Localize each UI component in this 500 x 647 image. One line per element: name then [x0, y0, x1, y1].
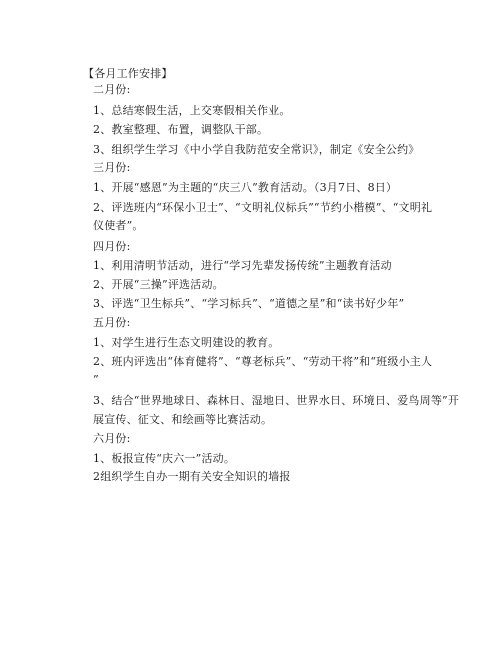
may-item-2-cont: ”: [93, 373, 99, 386]
month-title-mar: 三月份:: [93, 161, 131, 174]
apr-item-2: 2、开展“三操”评选活动。: [93, 278, 224, 291]
month-title-jun: 六月份:: [93, 432, 131, 445]
mar-item-2-cont: 仪使者”。: [93, 219, 144, 232]
feb-item-1: 1、总结寒假生活，上交寒假相关作业。: [93, 104, 291, 117]
may-item-3: 3、结合“世界地球日、森林日、湿地日、世界水日、环境日、爱鸟周等”开: [93, 394, 460, 407]
section-heading: 【各月工作安排】: [83, 67, 173, 80]
may-item-1: 1、对学生进行生态文明建设的教育。: [93, 336, 280, 349]
month-title-apr: 四月份:: [93, 240, 131, 253]
may-item-3-cont: 展宣传、征文、和绘画等比赛活动。: [93, 413, 273, 426]
apr-item-1: 1、利用清明节活动，进行“学习先辈发扬传统”主题教育活动: [93, 259, 392, 272]
mar-item-1: 1、开展“感恩”为主题的“庆三八”教育活动。（3月7日、8日）: [93, 181, 398, 194]
jun-item-1: 1、板报宣传“庆六一”活动。: [93, 452, 236, 465]
mar-item-2: 2、评选班内“环保小卫士”、“文明礼仪标兵”“节约小楷模”、“文明礼: [93, 201, 433, 214]
apr-item-3: 3、评选“卫生标兵”、“学习标兵”、“道德之星”和“读书好少年”: [93, 297, 405, 310]
month-title-may: 五月份:: [93, 316, 131, 329]
feb-item-3: 3、组织学生学习《中小学自我防范安全常识》，制定《安全公约》: [93, 143, 420, 156]
jun-item-2: 2组织学生自办一期有关安全知识的墙报: [93, 470, 291, 483]
may-item-2: 2、班内评选出“体育健将”、“尊老标兵”、“劳动干将”和“班级小主人: [93, 355, 433, 368]
month-title-feb: 二月份:: [93, 83, 131, 96]
feb-item-2: 2、教室整理、布置，调整队干部。: [93, 123, 269, 136]
